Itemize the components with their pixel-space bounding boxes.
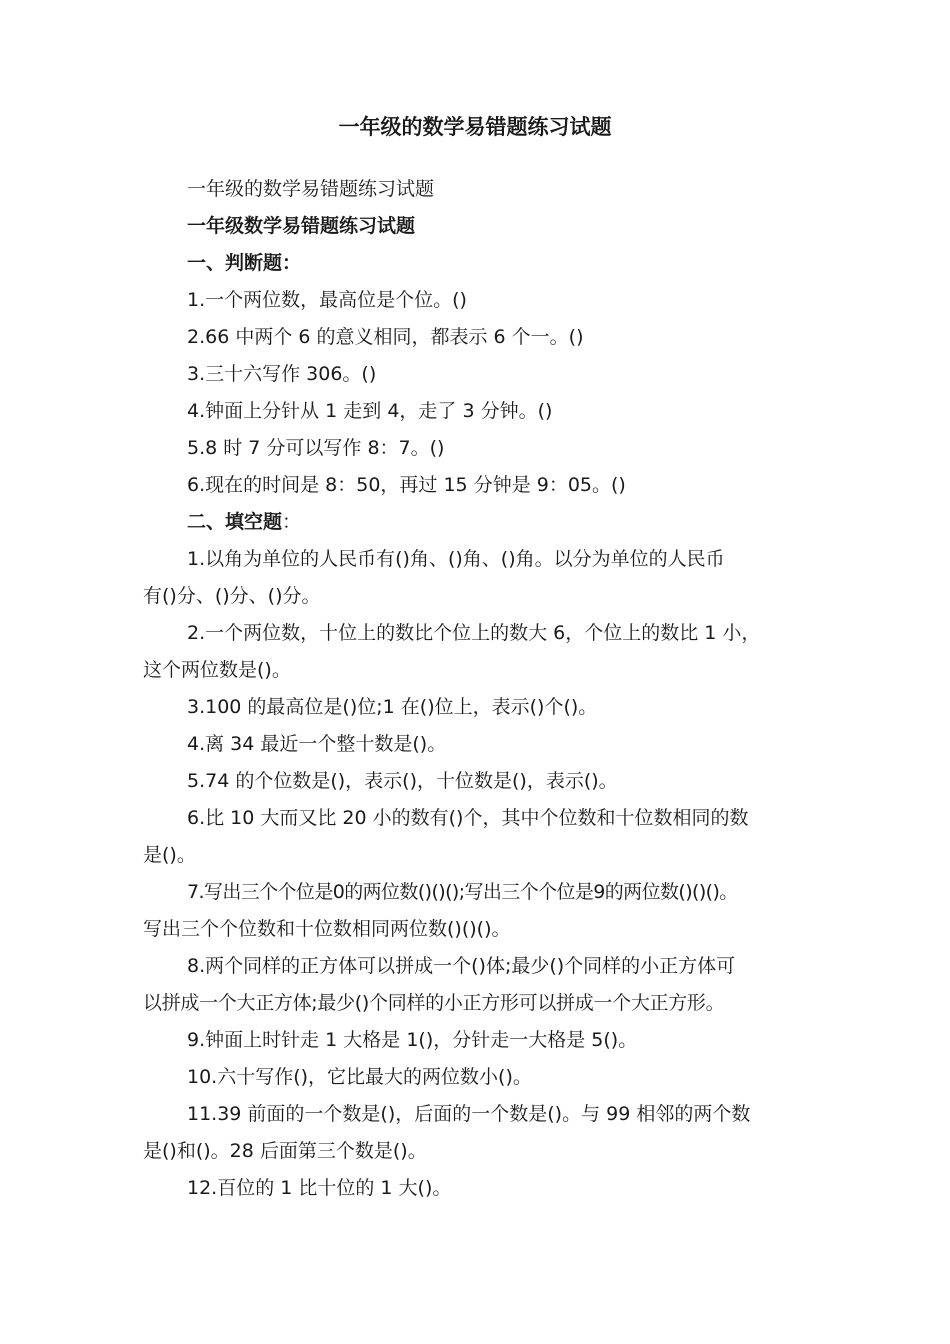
document-title: 一年级的数学易错题练习试题 <box>338 115 612 139</box>
judgement-item-3: 3.三十六写作 306。() <box>187 363 377 385</box>
fill-item-11-line-1: 11.39 前面的一个数是()，后面的一个数是()。与 99 相邻的两个数 <box>187 1103 751 1125</box>
fill-item-6-line-2: 是()。 <box>143 844 196 866</box>
fill-item-5: 5.74 的个位数是()，表示()，十位数是()，表示()。 <box>187 770 618 792</box>
section-heading-fill <box>143 504 828 541</box>
subtitle-line: 一年级的数学易错题练习试题 <box>187 178 435 200</box>
section-heading-fill-label: 二、填空题 <box>187 511 283 533</box>
fill-item-7-line-2: 写出三个个位数和十位数相同两位数()()()。 <box>143 918 511 940</box>
section-heading-fill-colon: ： <box>282 511 302 533</box>
section-heading-judgement: 一、判断题： <box>187 252 302 274</box>
fill-item-11-line-2: 是()和()。28 后面第三个数是()。 <box>143 1140 427 1162</box>
judgement-item-5: 5.8 时 7 分可以写作 8：7。() <box>187 437 445 459</box>
fill-item-2-line-2: 这个两位数是()。 <box>143 659 291 681</box>
fill-item-7-line-1: 7.写出三个个位是0的两位数()()();写出三个个位是9的两位数()()()。 <box>187 881 738 903</box>
document-body <box>143 171 828 1207</box>
fill-item-1-line-2: 有()分、()分、()分。 <box>143 585 321 607</box>
fill-item-1-line-1: 1.以角为单位的人民币有()角、()角、()角。以分为单位的人民币 <box>187 548 725 570</box>
judgement-item-2: 2.66 中两个 6 的意义相同，都表示 6 个一。() <box>187 326 584 348</box>
fill-item-9: 9.钟面上时针走 1 大格是 1()，分针走一大格是 5()。 <box>187 1029 638 1051</box>
fill-item-12: 12.百位的 1 比十位的 1 大()。 <box>187 1177 452 1199</box>
section-title: 一年级数学易错题练习试题 <box>187 215 416 237</box>
fill-item-10: 10.六十写作()，它比最大的两位数小()。 <box>187 1066 532 1088</box>
fill-item-8-line-2: 以拼成一个大正方体;最少()个同样的小正方形可以拼成一个大正方形。 <box>143 992 725 1014</box>
fill-item-8-line-1: 8.两个同样的正方体可以拼成一个()体;最少()个同样的小正方体可 <box>187 955 736 977</box>
fill-item-3: 3.100 的最高位是()位;1 在()位上，表示()个()。 <box>187 696 598 718</box>
fill-item-4: 4.离 34 最近一个整十数是()。 <box>187 733 447 755</box>
judgement-item-4: 4.钟面上分针从 1 走到 4，走了 3 分钟。() <box>187 400 553 422</box>
judgement-item-1: 1.一个两位数，最高位是个位。() <box>187 289 467 311</box>
fill-item-6-line-1: 6.比 10 大而又比 20 小的数有()个，其中个位数和十位数相同的数 <box>187 807 749 829</box>
fill-item-2-line-1: 2.一个两位数，十位上的数比个位上的数大 6，个位上的数比 1 小， <box>187 622 761 644</box>
judgement-item-6: 6.现在的时间是 8：50，再过 15 分钟是 9：05。() <box>187 474 626 496</box>
